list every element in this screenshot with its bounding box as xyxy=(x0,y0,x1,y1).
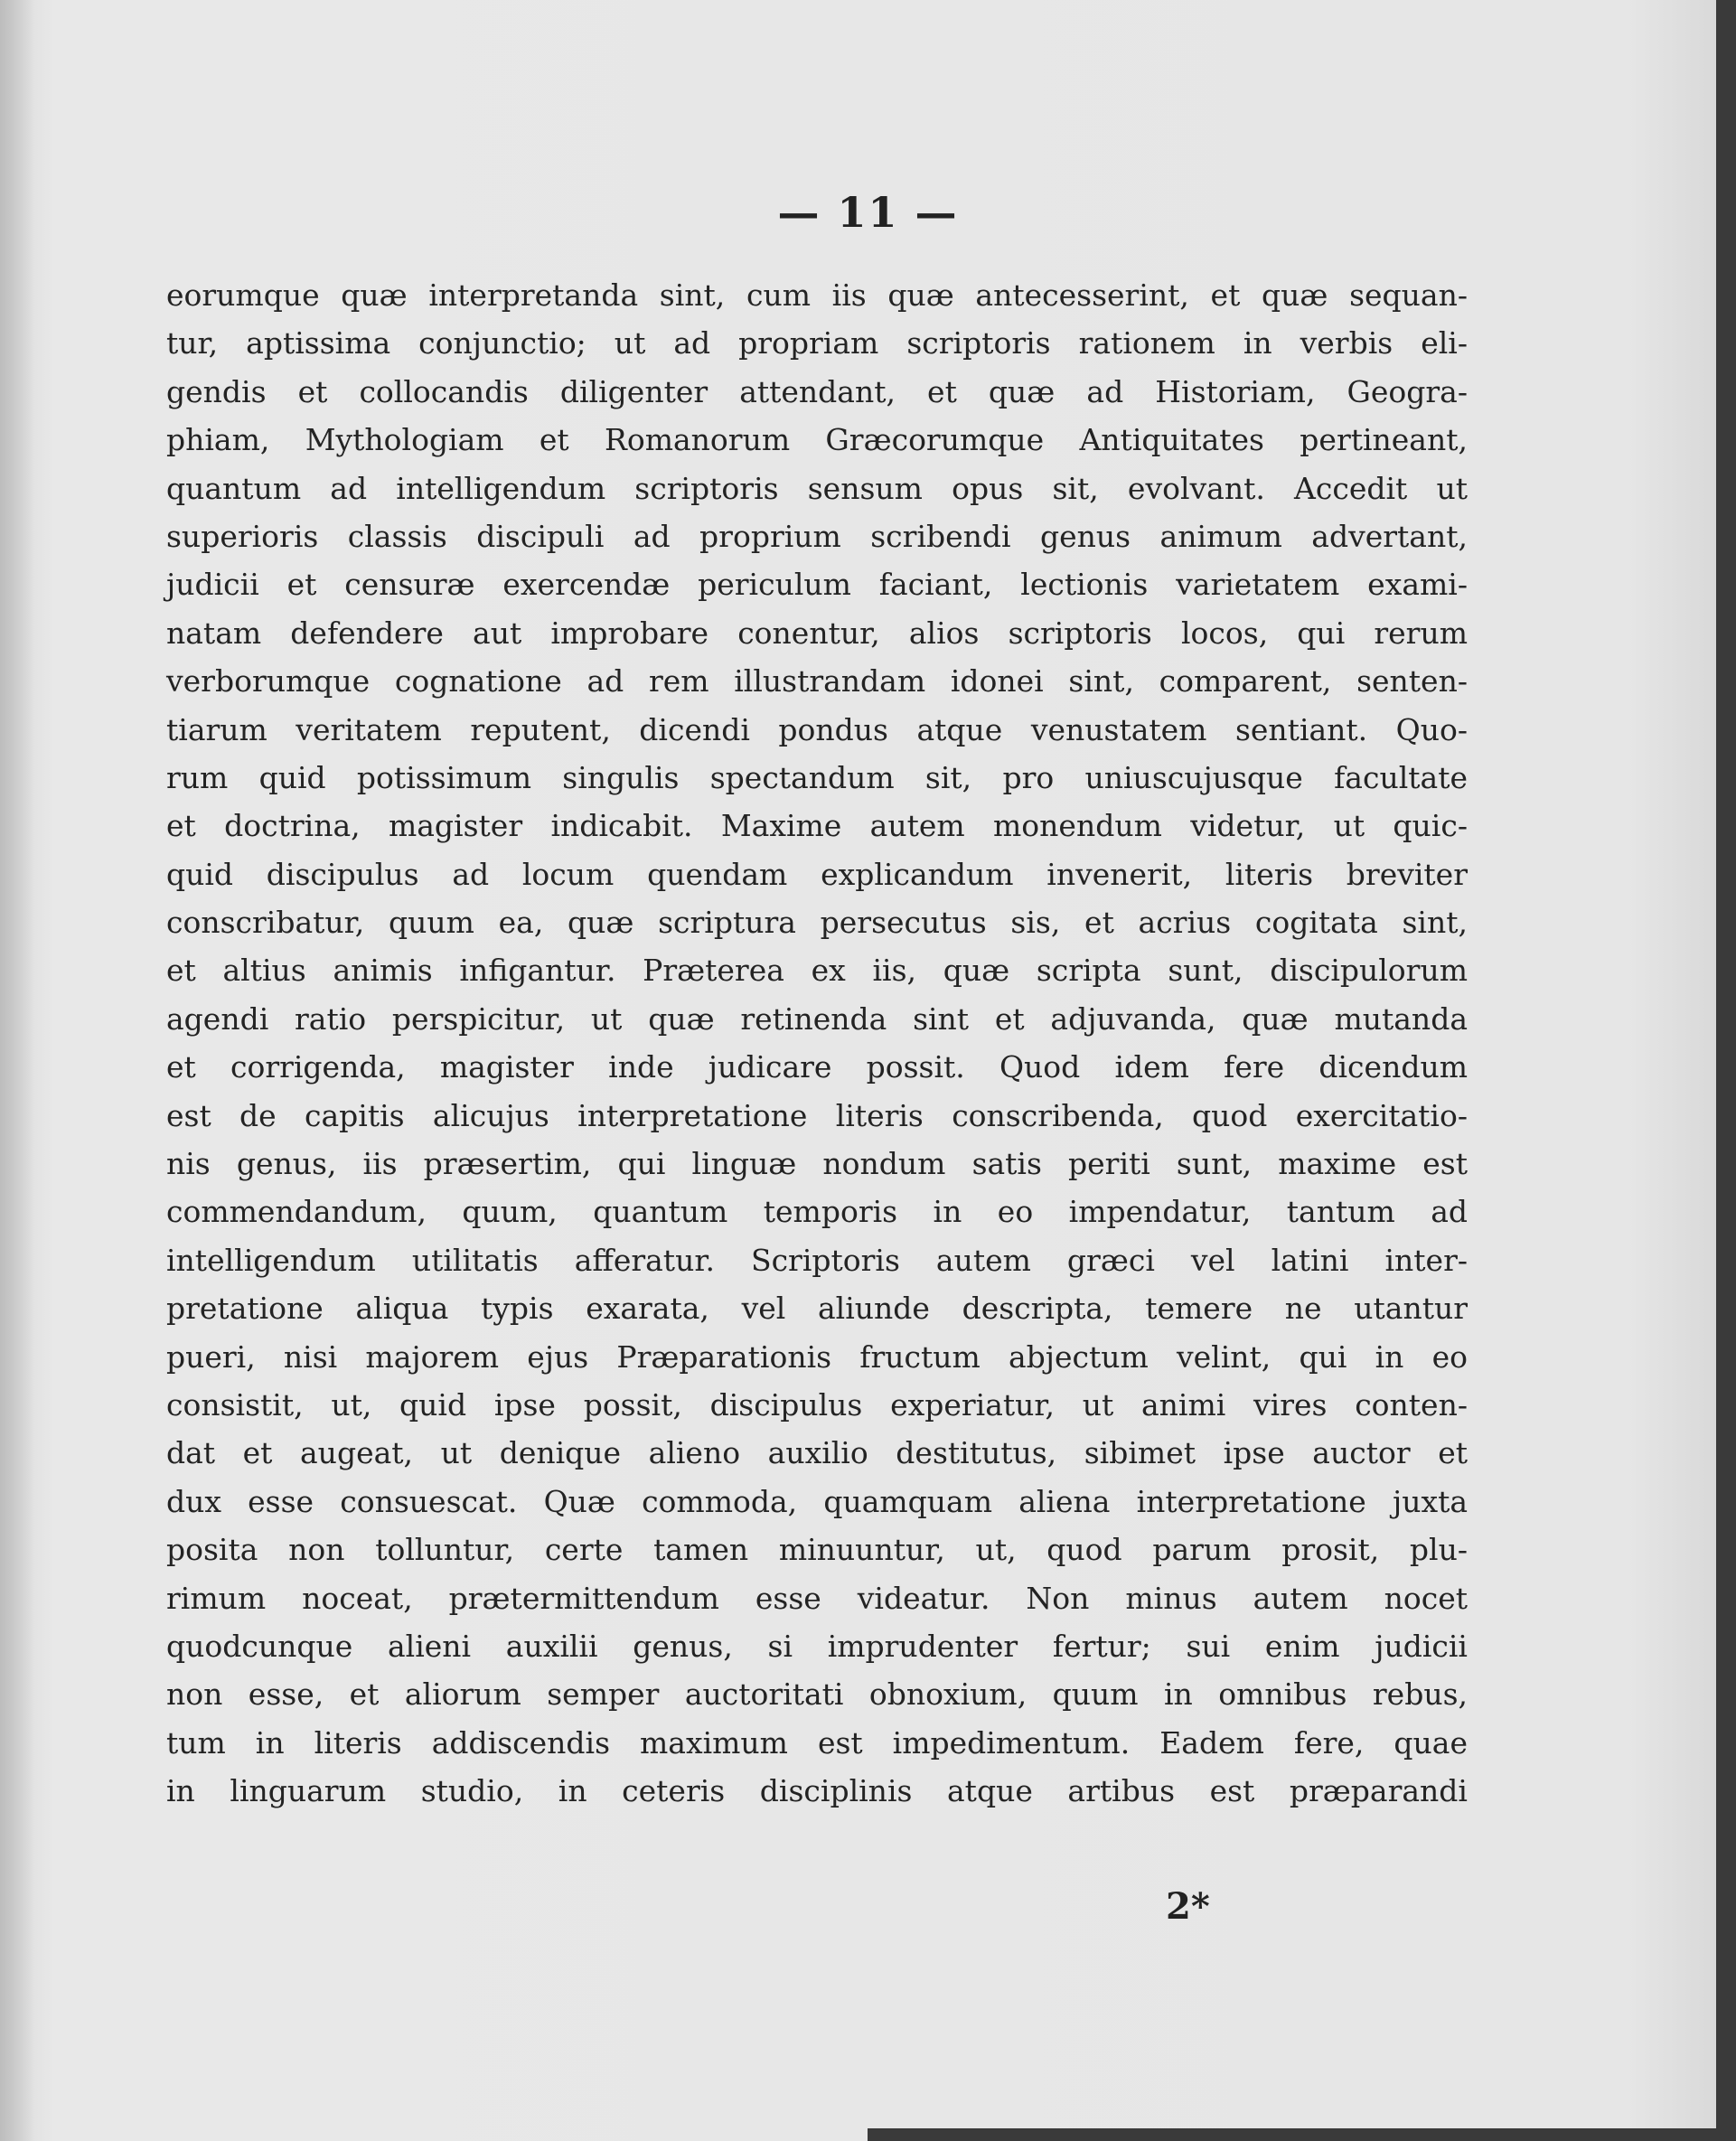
text-line: in linguarum studio, in ceteris disciplinis atque artibus est præparandi xyxy=(166,1773,1468,1809)
text-line: agendi ratio perspicitur, ut quæ retinenda sint et adjuvanda, quæ mutanda xyxy=(166,1000,1468,1037)
text-line: et corrigenda, magister inde judicare possit. Quod idem fere dicendum xyxy=(166,1049,1468,1085)
body-text xyxy=(166,271,1468,1816)
text-line: eorumque quæ interpretanda sint, cum iis quæ antecesserint, et quæ sequan- xyxy=(166,277,1468,313)
text-line: phiam, Mythologiam et Romanorum Græcorumque Antiquitates pertineant, xyxy=(166,422,1468,458)
text-line: judicii et censuræ exercendæ periculum faciant, lectionis varietatem exami- xyxy=(166,567,1468,603)
text-line: quid discipulus ad locum quendam explicandum invenerit, literis breviter xyxy=(166,856,1468,892)
binding-shadow xyxy=(0,0,34,2141)
text-line: rimum noceat, prætermittendum esse videatur. Non minus autem nocet xyxy=(166,1580,1468,1616)
text-line: consistit, ut, quid ipse possit, discipulus experiatur, ut animi vires conten- xyxy=(166,1386,1468,1423)
text-line: commendandum, quum, quantum temporis in eo impendatur, tantum ad xyxy=(166,1194,1468,1230)
text-line: rum quid potissimum singulis spectandum sit, pro uniuscujusque facultate xyxy=(166,759,1468,795)
text-line: conscribatur, quum ea, quæ scriptura persecutus sis, et acrius cogitata sint, xyxy=(166,905,1468,941)
text-line: posita non tolluntur, certe tamen minuuntur, ut, quod parum prosit, plu- xyxy=(166,1532,1468,1568)
signature-mark: 2* xyxy=(1166,1885,1210,1928)
text-line: intelligendum utilitatis afferatur. Scriptoris autem græci vel latini inter- xyxy=(166,1242,1468,1278)
text-line: est de capitis alicujus interpretatione literis conscribenda, quod exercitatio- xyxy=(166,1097,1468,1133)
text-line: natam defendere aut improbare conentur, alios scriptoris locos, qui rerum xyxy=(166,615,1468,651)
text-line: quodcunque alieni auxilii genus, si imprudenter fertur; sui enim judicii xyxy=(166,1628,1468,1664)
text-line: et doctrina, magister indicabit. Maxime autem monendum videtur, ut quic- xyxy=(166,808,1468,844)
text-line: gendis et collocandis diligenter attendant, et quæ ad Historiam, Geogra- xyxy=(166,373,1468,409)
scan-edge-bottom xyxy=(868,2128,1736,2141)
text-line: non esse, et aliorum semper auctoritati obnoxium, quum in omnibus rebus, xyxy=(166,1676,1468,1713)
text-line: tum in literis addiscendis maximum est impedimentum. Eadem fere, quae xyxy=(166,1724,1468,1761)
text-line: quantum ad intelligendum scriptoris sensum opus sit, evolvant. Accedit ut xyxy=(166,470,1468,506)
text-line: et altius animis infigantur. Præterea ex iis, quæ scripta sunt, discipulorum xyxy=(166,953,1468,989)
text-line: pretatione aliqua typis exarata, vel aliunde descripta, temere ne utantur xyxy=(166,1291,1468,1327)
text-line: tur, aptissima conjunctio; ut ad propriam scriptoris rationem in verbis eli- xyxy=(166,325,1468,362)
text-line: dat et augeat, ut denique alieno auxilio destitutus, sibimet ipse auctor et xyxy=(166,1435,1468,1471)
text-line: tiarum veritatem reputent, dicendi pondus atque venustatem sentiant. Quo- xyxy=(166,711,1468,747)
text-line: nis genus, iis præsertim, qui linguæ nondum satis periti sunt, maxime est xyxy=(166,1146,1468,1182)
text-line: pueri, nisi majorem ejus Præparationis fructum abjectum velint, qui in eo xyxy=(166,1338,1468,1375)
text-line: dux esse consuescat. Quæ commoda, quamquam aliena interpretatione juxta xyxy=(166,1483,1468,1519)
text-line: verborumque cognatione ad rem illustrandam idonei sint, comparent, senten- xyxy=(166,663,1468,700)
page-number: — 11 — xyxy=(777,188,959,237)
text-line: superioris classis discipuli ad proprium scribendi genus animum advertant, xyxy=(166,518,1468,554)
scan-edge-right xyxy=(1716,0,1736,2141)
